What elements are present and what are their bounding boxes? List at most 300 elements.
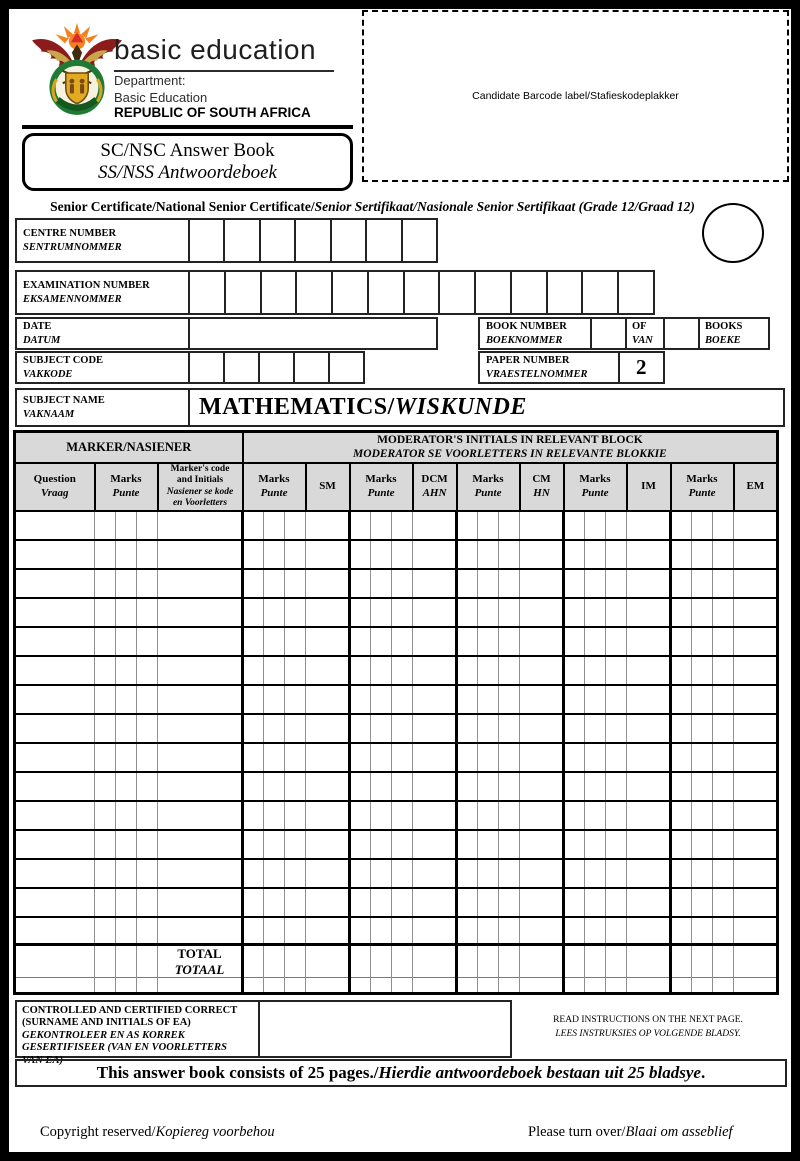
marks-cell[interactable] <box>520 627 564 656</box>
marks-cell[interactable] <box>371 598 392 627</box>
marks-cell[interactable] <box>264 656 285 685</box>
digit-cell[interactable] <box>403 272 439 313</box>
marks-cell[interactable] <box>713 656 734 685</box>
marks-cell[interactable] <box>371 569 392 598</box>
marks-cell[interactable] <box>95 598 116 627</box>
marks-cell[interactable] <box>15 540 95 569</box>
marks-cell[interactable] <box>627 714 671 743</box>
marks-cell[interactable] <box>392 917 413 946</box>
marks-cell[interactable] <box>392 656 413 685</box>
marks-cell[interactable] <box>478 627 499 656</box>
marks-cell[interactable] <box>285 830 306 859</box>
marks-cell[interactable] <box>499 830 520 859</box>
total-cell[interactable] <box>627 978 671 994</box>
marks-cell[interactable] <box>285 598 306 627</box>
marks-cell[interactable] <box>371 627 392 656</box>
marks-cell[interactable] <box>564 511 585 540</box>
total-cell[interactable] <box>243 945 264 978</box>
total-cell[interactable] <box>713 978 734 994</box>
marks-cell[interactable] <box>606 656 627 685</box>
marks-cell[interactable] <box>478 569 499 598</box>
marks-cell[interactable] <box>95 685 116 714</box>
digit-cell[interactable] <box>294 220 329 261</box>
digit-cell[interactable] <box>438 272 474 313</box>
marks-cell[interactable] <box>564 801 585 830</box>
total-cell[interactable] <box>306 978 350 994</box>
marks-cell[interactable] <box>671 772 692 801</box>
marks-cell[interactable] <box>137 801 158 830</box>
marks-cell[interactable] <box>350 540 371 569</box>
marks-cell[interactable] <box>478 511 499 540</box>
marks-cell[interactable] <box>564 656 585 685</box>
total-cell[interactable] <box>371 978 392 994</box>
marks-cell[interactable] <box>285 772 306 801</box>
total-cell[interactable] <box>264 978 285 994</box>
marks-cell[interactable] <box>585 656 606 685</box>
marks-cell[interactable] <box>158 627 243 656</box>
marks-cell[interactable] <box>158 714 243 743</box>
total-cell[interactable] <box>627 945 671 978</box>
marks-cell[interactable] <box>350 598 371 627</box>
marks-cell[interactable] <box>585 598 606 627</box>
marks-cell[interactable] <box>15 714 95 743</box>
marks-cell[interactable] <box>306 714 350 743</box>
marks-cell[interactable] <box>264 801 285 830</box>
marks-cell[interactable] <box>734 540 778 569</box>
marks-cell[interactable] <box>243 743 264 772</box>
marks-cell[interactable] <box>585 540 606 569</box>
marks-cell[interactable] <box>264 917 285 946</box>
marks-cell[interactable] <box>392 569 413 598</box>
marks-cell[interactable] <box>671 511 692 540</box>
marks-cell[interactable] <box>520 917 564 946</box>
marks-cell[interactable] <box>606 743 627 772</box>
digit-cell[interactable] <box>188 353 223 382</box>
marks-cell[interactable] <box>137 569 158 598</box>
marks-cell[interactable] <box>158 772 243 801</box>
marks-cell[interactable] <box>734 830 778 859</box>
marks-cell[interactable] <box>95 540 116 569</box>
total-cell[interactable] <box>478 945 499 978</box>
marks-cell[interactable] <box>15 627 95 656</box>
marks-cell[interactable] <box>585 569 606 598</box>
marks-cell[interactable] <box>457 540 478 569</box>
marks-cell[interactable] <box>306 627 350 656</box>
marks-cell[interactable] <box>350 714 371 743</box>
marks-cell[interactable] <box>285 627 306 656</box>
total-cell[interactable] <box>137 978 158 994</box>
total-cell[interactable] <box>606 945 627 978</box>
marks-cell[interactable] <box>478 743 499 772</box>
marks-cell[interactable] <box>499 888 520 917</box>
marks-cell[interactable] <box>350 801 371 830</box>
total-cell[interactable] <box>15 978 95 994</box>
marks-cell[interactable] <box>137 598 158 627</box>
total-cell[interactable] <box>350 945 371 978</box>
marks-cell[interactable] <box>371 656 392 685</box>
total-cell[interactable] <box>116 978 137 994</box>
marks-cell[interactable] <box>585 627 606 656</box>
marks-cell[interactable] <box>627 888 671 917</box>
marks-cell[interactable] <box>95 772 116 801</box>
marks-cell[interactable] <box>692 801 713 830</box>
marks-cell[interactable] <box>15 772 95 801</box>
marks-cell[interactable] <box>606 540 627 569</box>
marks-cell[interactable] <box>15 830 95 859</box>
marks-cell[interactable] <box>137 917 158 946</box>
marks-cell[interactable] <box>116 627 137 656</box>
marks-cell[interactable] <box>627 627 671 656</box>
marks-cell[interactable] <box>606 685 627 714</box>
marks-cell[interactable] <box>116 743 137 772</box>
marks-cell[interactable] <box>627 859 671 888</box>
marks-cell[interactable] <box>734 685 778 714</box>
marks-cell[interactable] <box>713 598 734 627</box>
marks-cell[interactable] <box>692 859 713 888</box>
total-cell[interactable] <box>671 978 692 994</box>
marks-cell[interactable] <box>285 540 306 569</box>
marks-cell[interactable] <box>713 743 734 772</box>
marks-cell[interactable] <box>392 714 413 743</box>
marks-cell[interactable] <box>520 859 564 888</box>
marks-cell[interactable] <box>606 830 627 859</box>
marks-cell[interactable] <box>95 917 116 946</box>
total-cell[interactable] <box>499 978 520 994</box>
digit-cell[interactable] <box>223 220 258 261</box>
marks-cell[interactable] <box>606 772 627 801</box>
total-cell[interactable] <box>392 978 413 994</box>
marks-cell[interactable] <box>520 743 564 772</box>
digit-cell[interactable] <box>295 272 331 313</box>
marks-cell[interactable] <box>413 598 457 627</box>
marks-cell[interactable] <box>606 511 627 540</box>
marks-cell[interactable] <box>243 627 264 656</box>
marks-cell[interactable] <box>478 540 499 569</box>
marks-cell[interactable] <box>627 598 671 627</box>
marks-cell[interactable] <box>158 540 243 569</box>
marks-cell[interactable] <box>564 569 585 598</box>
marks-cell[interactable] <box>95 627 116 656</box>
marks-cell[interactable] <box>585 888 606 917</box>
marks-cell[interactable] <box>137 859 158 888</box>
marks-cell[interactable] <box>606 714 627 743</box>
marks-cell[interactable] <box>692 569 713 598</box>
marks-cell[interactable] <box>413 801 457 830</box>
marks-cell[interactable] <box>499 685 520 714</box>
marks-cell[interactable] <box>264 772 285 801</box>
marks-cell[interactable] <box>692 511 713 540</box>
marks-cell[interactable] <box>457 801 478 830</box>
marks-cell[interactable] <box>457 511 478 540</box>
marks-cell[interactable] <box>671 598 692 627</box>
digit-cell[interactable] <box>188 220 223 261</box>
marks-cell[interactable] <box>713 888 734 917</box>
total-cell[interactable] <box>713 945 734 978</box>
marks-cell[interactable] <box>158 801 243 830</box>
marks-cell[interactable] <box>520 714 564 743</box>
total-cell[interactable] <box>520 945 564 978</box>
marks-cell[interactable] <box>371 801 392 830</box>
marks-cell[interactable] <box>478 598 499 627</box>
marks-cell[interactable] <box>371 511 392 540</box>
total-cell[interactable] <box>734 978 778 994</box>
marks-cell[interactable] <box>627 830 671 859</box>
marks-cell[interactable] <box>671 685 692 714</box>
marks-cell[interactable] <box>306 743 350 772</box>
marks-cell[interactable] <box>457 627 478 656</box>
total-cell[interactable] <box>95 978 116 994</box>
marks-cell[interactable] <box>15 685 95 714</box>
digit-cell[interactable] <box>330 220 365 261</box>
marks-cell[interactable] <box>627 743 671 772</box>
marks-cell[interactable] <box>734 888 778 917</box>
total-cell[interactable] <box>15 945 95 978</box>
total-cell[interactable] <box>564 945 585 978</box>
marks-cell[interactable] <box>264 714 285 743</box>
marks-cell[interactable] <box>734 859 778 888</box>
digit-cell[interactable] <box>188 272 224 313</box>
marks-cell[interactable] <box>499 743 520 772</box>
marks-cell[interactable] <box>499 569 520 598</box>
total-cell[interactable] <box>243 978 264 994</box>
digit-cell[interactable] <box>546 272 582 313</box>
total-cell[interactable] <box>137 945 158 978</box>
marks-cell[interactable] <box>116 714 137 743</box>
marks-cell[interactable] <box>627 656 671 685</box>
marks-cell[interactable] <box>499 772 520 801</box>
marks-cell[interactable] <box>671 714 692 743</box>
marks-cell[interactable] <box>371 859 392 888</box>
digit-cell[interactable] <box>293 353 328 382</box>
marks-cell[interactable] <box>116 540 137 569</box>
marks-cell[interactable] <box>285 685 306 714</box>
total-cell[interactable] <box>585 945 606 978</box>
marks-cell[interactable] <box>264 511 285 540</box>
marks-cell[interactable] <box>413 772 457 801</box>
marks-cell[interactable] <box>734 569 778 598</box>
marks-cell[interactable] <box>350 743 371 772</box>
marks-cell[interactable] <box>306 685 350 714</box>
marks-cell[interactable] <box>713 859 734 888</box>
marks-cell[interactable] <box>671 569 692 598</box>
marks-cell[interactable] <box>95 801 116 830</box>
marks-cell[interactable] <box>371 714 392 743</box>
marks-cell[interactable] <box>95 656 116 685</box>
marks-cell[interactable] <box>713 772 734 801</box>
marks-cell[interactable] <box>158 917 243 946</box>
total-cell[interactable] <box>692 978 713 994</box>
marks-cell[interactable] <box>413 569 457 598</box>
marks-cell[interactable] <box>564 917 585 946</box>
marks-cell[interactable] <box>734 598 778 627</box>
total-cell[interactable] <box>692 945 713 978</box>
marks-cell[interactable] <box>285 859 306 888</box>
marks-cell[interactable] <box>413 830 457 859</box>
marks-cell[interactable] <box>478 801 499 830</box>
total-cell[interactable] <box>413 945 457 978</box>
marks-cell[interactable] <box>457 888 478 917</box>
total-cell[interactable] <box>158 978 243 994</box>
marks-cell[interactable] <box>671 888 692 917</box>
marks-cell[interactable] <box>457 598 478 627</box>
marks-cell[interactable] <box>243 714 264 743</box>
marks-cell[interactable] <box>285 714 306 743</box>
marks-cell[interactable] <box>350 627 371 656</box>
marks-cell[interactable] <box>671 859 692 888</box>
marks-cell[interactable] <box>116 830 137 859</box>
marks-cell[interactable] <box>713 714 734 743</box>
marks-cell[interactable] <box>520 772 564 801</box>
marks-cell[interactable] <box>158 598 243 627</box>
total-cell[interactable] <box>457 945 478 978</box>
digit-cell[interactable] <box>260 272 296 313</box>
marks-cell[interactable] <box>243 888 264 917</box>
marks-cell[interactable] <box>606 917 627 946</box>
marks-cell[interactable] <box>499 714 520 743</box>
marks-cell[interactable] <box>457 656 478 685</box>
marks-cell[interactable] <box>457 917 478 946</box>
marks-cell[interactable] <box>564 743 585 772</box>
total-cell[interactable] <box>671 945 692 978</box>
marks-cell[interactable] <box>137 685 158 714</box>
marks-cell[interactable] <box>285 743 306 772</box>
marks-cell[interactable] <box>585 685 606 714</box>
marks-cell[interactable] <box>564 859 585 888</box>
marks-cell[interactable] <box>413 714 457 743</box>
marks-cell[interactable] <box>585 714 606 743</box>
digit-cell[interactable] <box>367 272 403 313</box>
marks-cell[interactable] <box>137 743 158 772</box>
marks-cell[interactable] <box>413 627 457 656</box>
marks-cell[interactable] <box>137 714 158 743</box>
marks-cell[interactable] <box>520 511 564 540</box>
marks-cell[interactable] <box>499 598 520 627</box>
marks-cell[interactable] <box>285 511 306 540</box>
marks-cell[interactable] <box>520 569 564 598</box>
marks-cell[interactable] <box>413 917 457 946</box>
marks-cell[interactable] <box>392 772 413 801</box>
marks-cell[interactable] <box>306 569 350 598</box>
marks-cell[interactable] <box>350 888 371 917</box>
marks-cell[interactable] <box>520 598 564 627</box>
marks-cell[interactable] <box>585 772 606 801</box>
marks-cell[interactable] <box>692 888 713 917</box>
marks-cell[interactable] <box>627 511 671 540</box>
marks-cell[interactable] <box>627 772 671 801</box>
marks-cell[interactable] <box>371 917 392 946</box>
marks-cell[interactable] <box>371 743 392 772</box>
marks-cell[interactable] <box>116 656 137 685</box>
marks-cell[interactable] <box>371 772 392 801</box>
marks-cell[interactable] <box>306 859 350 888</box>
marks-cell[interactable] <box>585 917 606 946</box>
digit-cell[interactable] <box>365 220 400 261</box>
total-cell[interactable] <box>306 945 350 978</box>
marks-cell[interactable] <box>671 656 692 685</box>
digit-cell[interactable] <box>474 272 510 313</box>
marks-cell[interactable] <box>137 627 158 656</box>
marks-cell[interactable] <box>692 627 713 656</box>
marks-cell[interactable] <box>499 511 520 540</box>
marks-cell[interactable] <box>116 598 137 627</box>
marks-cell[interactable] <box>116 917 137 946</box>
marks-cell[interactable] <box>520 656 564 685</box>
marks-cell[interactable] <box>350 772 371 801</box>
marks-cell[interactable] <box>243 917 264 946</box>
marks-cell[interactable] <box>243 772 264 801</box>
marks-cell[interactable] <box>713 569 734 598</box>
marks-cell[interactable] <box>585 743 606 772</box>
marks-cell[interactable] <box>264 685 285 714</box>
marks-cell[interactable] <box>692 656 713 685</box>
marks-cell[interactable] <box>116 888 137 917</box>
marks-cell[interactable] <box>137 830 158 859</box>
marks-cell[interactable] <box>564 627 585 656</box>
total-cell[interactable] <box>264 945 285 978</box>
marks-cell[interactable] <box>713 627 734 656</box>
marks-cell[interactable] <box>243 656 264 685</box>
marks-cell[interactable] <box>499 627 520 656</box>
marks-cell[interactable] <box>158 743 243 772</box>
marks-cell[interactable] <box>264 888 285 917</box>
marks-cell[interactable] <box>158 511 243 540</box>
marks-cell[interactable] <box>243 511 264 540</box>
marks-cell[interactable] <box>392 540 413 569</box>
total-cell[interactable] <box>585 978 606 994</box>
marks-cell[interactable] <box>520 888 564 917</box>
marks-cell[interactable] <box>306 540 350 569</box>
marks-cell[interactable] <box>606 627 627 656</box>
marks-cell[interactable] <box>392 685 413 714</box>
marks-cell[interactable] <box>264 743 285 772</box>
digit-cell[interactable] <box>510 272 546 313</box>
marks-cell[interactable] <box>306 888 350 917</box>
marks-cell[interactable] <box>457 714 478 743</box>
marks-cell[interactable] <box>478 656 499 685</box>
marks-cell[interactable] <box>692 685 713 714</box>
marks-cell[interactable] <box>585 801 606 830</box>
marks-cell[interactable] <box>137 888 158 917</box>
marks-cell[interactable] <box>285 801 306 830</box>
marks-cell[interactable] <box>627 569 671 598</box>
marks-cell[interactable] <box>285 656 306 685</box>
marks-cell[interactable] <box>15 801 95 830</box>
marks-cell[interactable] <box>158 569 243 598</box>
marks-cell[interactable] <box>564 685 585 714</box>
marks-cell[interactable] <box>734 656 778 685</box>
marks-cell[interactable] <box>15 656 95 685</box>
marks-cell[interactable] <box>264 569 285 598</box>
marks-cell[interactable] <box>392 888 413 917</box>
marks-cell[interactable] <box>713 511 734 540</box>
total-cell[interactable] <box>285 978 306 994</box>
marks-cell[interactable] <box>671 627 692 656</box>
marks-cell[interactable] <box>371 540 392 569</box>
marks-cell[interactable] <box>564 888 585 917</box>
marks-cell[interactable] <box>478 859 499 888</box>
marks-cell[interactable] <box>457 830 478 859</box>
marks-cell[interactable] <box>350 830 371 859</box>
marks-cell[interactable] <box>713 540 734 569</box>
marks-cell[interactable] <box>606 888 627 917</box>
marks-cell[interactable] <box>478 830 499 859</box>
marks-cell[interactable] <box>606 859 627 888</box>
marks-cell[interactable] <box>585 859 606 888</box>
total-cell[interactable] <box>457 978 478 994</box>
marks-cell[interactable] <box>392 627 413 656</box>
marks-cell[interactable] <box>713 685 734 714</box>
marks-cell[interactable] <box>499 917 520 946</box>
